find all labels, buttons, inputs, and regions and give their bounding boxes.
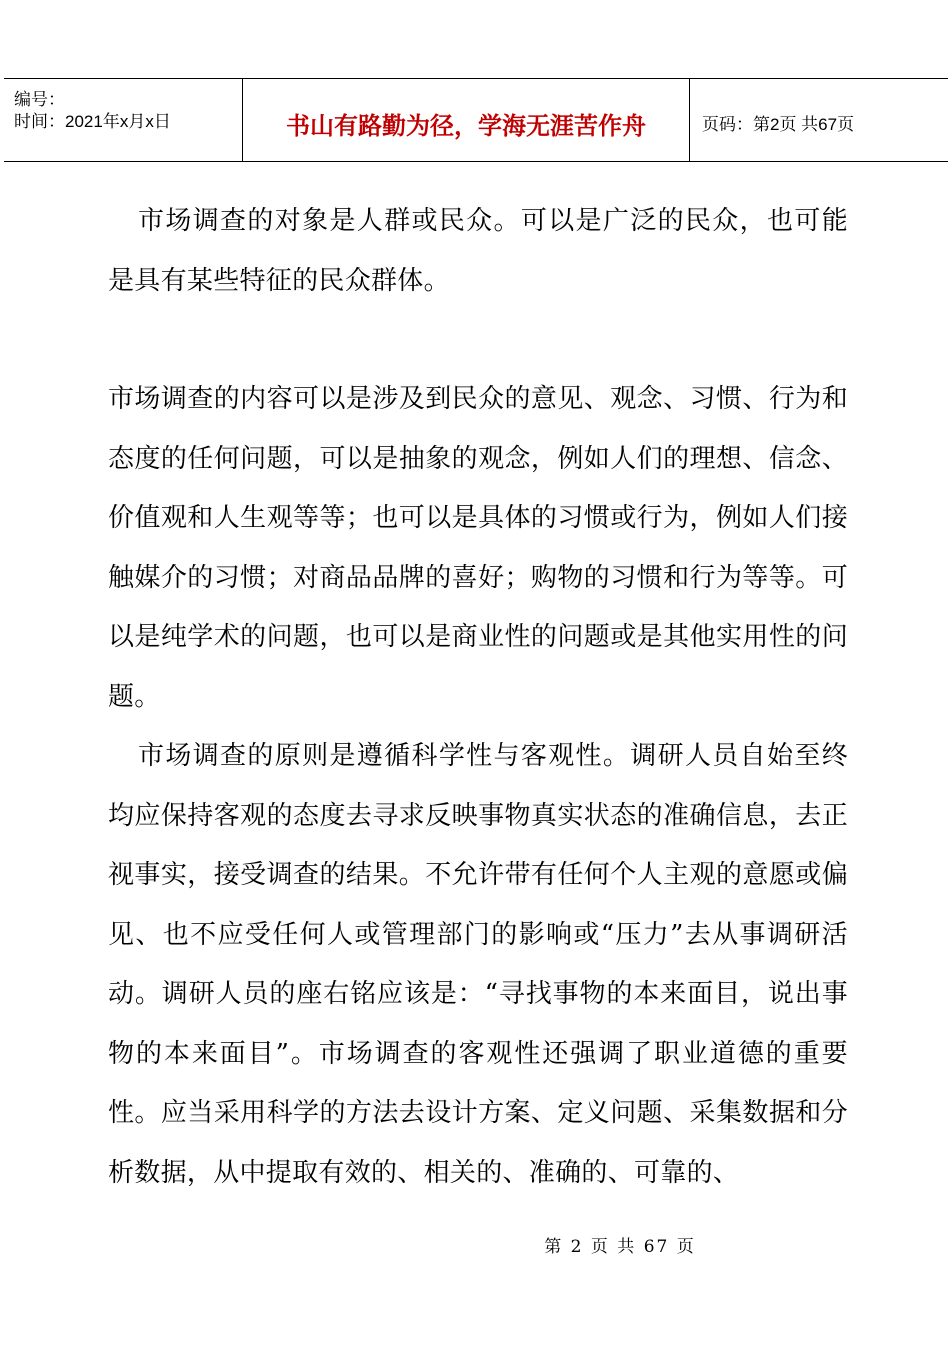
paragraph-survey-principle: 市场调查的原则是遵循科学性与客观性。调研人员自始至终均应保持客观的态度去寻求反映事物真实状态的准确信息，去正视事实，接受调查的结果。不允许带有任何个人主观的意愿或偏见、也不应受任何人或管理部门的影响或“压力”去从事调研活动。调研人员的座右铭应该是：“寻找事物的本来面目，说出事物的本来面目”。市场调查的客观性还强调了职业道德的重要性。应当采用科学的方法去设计方案、定义问题、采集数据和分析数据，从中提取有效的、相关的、准确的、可靠的、 [108, 741, 848, 1188]
header-meta-cell [4, 79, 243, 161]
header-page-cell [690, 79, 948, 161]
header-page-info: 页码：第2页 共67页 [702, 114, 855, 134]
paragraph-survey-content: 市场调查的内容可以是涉及到民众的意见、观念、习惯、行为和态度的任何问题，可以是抽象的观念，例如人们的理想、信念、价值观和人生观等等；也可以是具体的习惯或行为，例如人们接触媒介的习惯；对商品品牌的喜好；购物的习惯和行为等等。可以是纯学术的问题，也可以是商业性的问题或是其他实用性的问题。 [108, 384, 848, 712]
document-time-label: 时间：2021年x月x日 [14, 112, 171, 131]
paragraph-survey-object: 市场调查的对象是人群或民众。可以是广泛的民众，也可能是具有某些特征的民众群体。 [108, 206, 848, 296]
document-number-label: 编号： [14, 90, 65, 109]
header-motto-cell [243, 79, 690, 161]
page-header [4, 78, 948, 162]
document-body [108, 192, 848, 1203]
header-motto: 书山有路勤为径，学海无涯苦作舟 [286, 111, 646, 140]
page-footer: 第 2 页 共 67 页 [544, 1237, 696, 1257]
